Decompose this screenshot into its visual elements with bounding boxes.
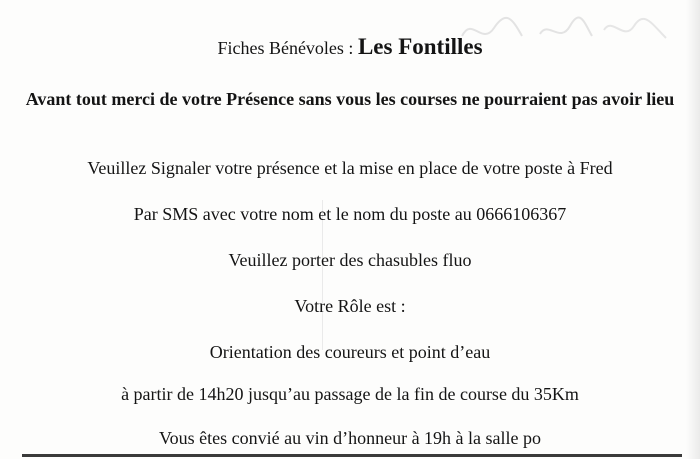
role-heading: Votre Rôle est : xyxy=(294,296,406,316)
instruction-signal-presence: Veuillez Signaler votre présence et la mise en place de votre poste à Fred xyxy=(87,158,613,178)
title-event-name: Les Fontilles xyxy=(357,34,483,59)
role-schedule: à partir de 14h20 jusqu’au passage de la fin de course du 35Km xyxy=(121,384,579,404)
page-bottom-edge xyxy=(22,454,682,457)
invitation-line: Vous êtes convié au vin d’honneur à 19h à la salle po xyxy=(158,428,542,448)
intro-thanks: Avant tout merci de votre Présence sans vous les courses ne pourraient pas avoir lieu xyxy=(25,89,675,109)
instruction-chasubles: Veuillez porter des chasubles fluo xyxy=(228,250,472,270)
role-description: Orientation des coureurs et point d’eau xyxy=(209,342,491,362)
title-prefix: Fiches Bénévoles : xyxy=(217,38,358,58)
page-title xyxy=(0,34,700,60)
instruction-sms: Par SMS avec votre nom et le nom du poste au 0666106367 xyxy=(133,204,567,224)
